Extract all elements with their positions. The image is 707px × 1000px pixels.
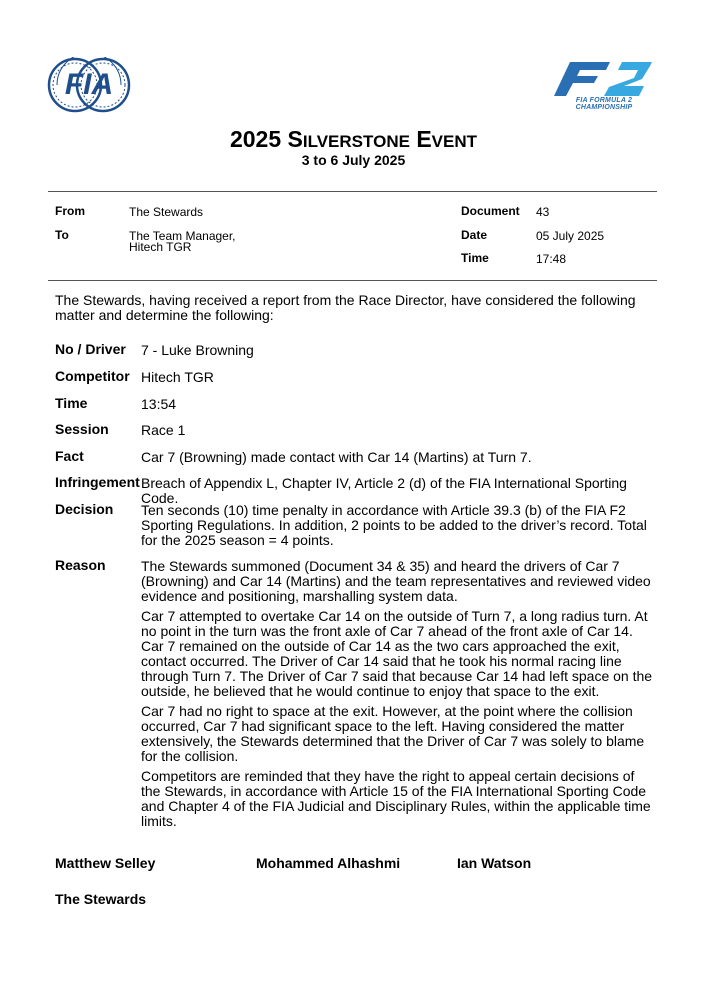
reason-paragraph: The Stewards summoned (Document 34 & 35) and heard the drivers of Car 7 (Browning) and Car 14 (Martins) and the team representatives and reviewed video evidence and positioning, marshalling system data. [141, 558, 651, 604]
row-value: Breach of Appendix L, Chapter IV, Article 2 (d) of the FIA International Sporting Code. [141, 475, 627, 506]
row-value: Race 1 [141, 422, 186, 438]
time-value: 17:48 [536, 252, 567, 266]
time-label: Time [461, 251, 489, 265]
reason-paragraph: Car 7 attempted to overtake Car 14 on the outside of Turn 7, a long radius turn. At no point in the turn was the front axle of Car 7 ahead of the front axle of Car 14. Car 7 remained on the outside of Car 14 as the two cars approached the exit, contact occurred. The Driver of Car 14 said that he took his normal racing line through Turn 7. The Driver of Car 7 said that because Car 14 had left space on the outside, he believed that he would continue to enjoy that space to the exit. [141, 608, 653, 699]
to-label: To [55, 228, 69, 242]
row-value: Ten seconds (10) time penalty in accordance with Article 39.3 (b) of the FIA F2 Sporting Regulations. In addition, 2 points to be added to the driver’s record. Total for the 2025 season = 4 points. [141, 502, 647, 548]
row-value: Hitech TGR [141, 369, 214, 385]
from-value: The Stewards [129, 205, 204, 219]
fia-logo-text: FIA [64, 68, 114, 101]
from-label: From [55, 204, 85, 218]
date-label: Date [461, 228, 488, 242]
fia-logo [47, 57, 131, 113]
title-year: 2025 [229, 126, 282, 152]
title-word1-rest: ILVERSTONE [302, 132, 410, 151]
title-word2-initial: E [416, 126, 432, 152]
f2-caption-line1: FIA FORMULA 2 [575, 97, 633, 104]
row-label: Decision [55, 501, 114, 517]
bottom-divider [48, 280, 657, 281]
document-label: Document [461, 204, 520, 218]
row-value: 7 - Luke Browning [141, 342, 254, 358]
signatory-name: Mohammed Alhashmi [256, 855, 401, 871]
reason-paragraph: Competitors are reminded that they have the right to appeal certain decisions of the Stewards, in accordance with Article 15 of the FIA International Sporting Code and Chapter 4 of the FIA Judicial and Disciplinary Rules, within the applicable time limits. [141, 768, 651, 829]
signatory-name: Ian Watson [457, 855, 532, 871]
row-label: Reason [55, 557, 106, 573]
title-word2-rest: VENT [431, 132, 478, 151]
row-value: Car 7 (Browning) made contact with Car 14 (Martins) at Turn 7. [141, 449, 532, 465]
row-label: Time [55, 395, 88, 411]
f2-caption-line2: CHAMPIONSHIP [575, 104, 633, 111]
stewards-footer: The Stewards [55, 891, 147, 907]
row-label: Session [55, 421, 109, 437]
to-value-line1: The Team Manager, [129, 229, 236, 243]
row-value: 13:54 [141, 396, 177, 412]
top-divider [48, 191, 657, 192]
document-value: 43 [536, 205, 550, 219]
intro-paragraph: The Stewards, having received a report from the Race Director, have considered the following matter and determine the following: [55, 292, 636, 323]
to-value-line2: Hitech TGR [129, 240, 192, 254]
reason-paragraph: Car 7 had no right to space at the exit. However, at the point where the collision occurred, Car 7 had significant space to the left. Having considered the matter extensively, the Stewards determined that the Driver of Car 7 was solely to blame for the collision. [141, 703, 645, 764]
signatory-name: Matthew Selley [55, 855, 156, 871]
reason-text [141, 559, 656, 834]
f2-logo [552, 60, 656, 110]
event-dates: 3 to 6 July 2025 [301, 152, 406, 168]
row-label: Infringement [55, 474, 140, 490]
row-label: Fact [55, 448, 84, 464]
title-word1-initial: S [287, 126, 303, 152]
date-value: 05 July 2025 [536, 229, 605, 243]
row-label: No / Driver [55, 341, 126, 357]
row-label: Competitor [55, 368, 130, 384]
